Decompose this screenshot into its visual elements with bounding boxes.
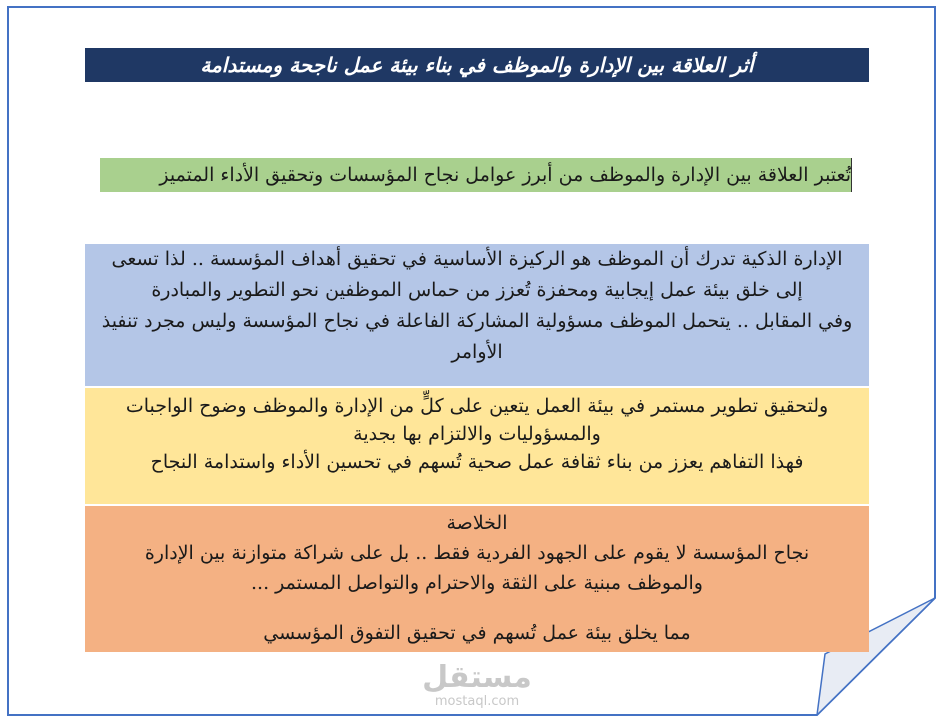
spacer xyxy=(93,598,861,618)
text-line: الأوامر xyxy=(451,341,503,363)
text-line: فهذا التفاهم يعزز من بناء ثقافة عمل صحية تُسهم في تحسين الأداء واستدامة النجاح xyxy=(150,451,804,473)
text-line: والموظف مبنية على الثقة والاحترام والتواصل المستمر ... xyxy=(251,572,703,594)
conclusion-section xyxy=(85,506,869,652)
mostaql-watermark xyxy=(412,656,542,716)
continuous-development-section xyxy=(85,388,869,504)
conclusion-heading: الخلاصة xyxy=(446,512,508,534)
intro-statement xyxy=(100,158,852,192)
text-line: الإدارة الذكية تدرك أن الموظف هو الركيزة الأساسية في تحقيق أهداف المؤسسة .. لذا تسعى xyxy=(111,248,843,270)
document-title-text: أثر العلاقة بين الإدارة والموظف في بناء بيئة عمل ناجحة ومستدامة xyxy=(200,53,754,77)
text-line: والمسؤوليات والالتزام بها بجدية xyxy=(353,423,601,445)
watermark-logo-text: مستقل xyxy=(422,660,532,695)
document-title xyxy=(85,48,869,82)
text-line: إلى خلق بيئة عمل إيجابية ومحفزة تُعزز من حماس الموظفين نحو التطوير والمبادرة xyxy=(151,279,803,301)
management-role-section xyxy=(85,244,869,386)
text-line: وفي المقابل .. يتحمل الموظف مسؤولية المشاركة الفاعلة في نجاح المؤسسة وليس مجرد تنفيذ xyxy=(101,310,853,332)
text-line: ولتحقيق تطوير مستمر في بيئة العمل يتعين على كلٍّ من الإدارة والموظف وضوح الواجبات xyxy=(125,395,829,417)
intro-statement-text: تُعتبر العلاقة بين الإدارة والموظف من أبرز عوامل نجاح المؤسسات وتحقيق الأداء المتميز xyxy=(159,164,851,186)
text-line: نجاح المؤسسة لا يقوم على الجهود الفردية فقط .. بل على شراكة متوازنة بين الإدارة xyxy=(144,542,810,564)
conclusion-closing: مما يخلق بيئة عمل تُسهم في تحقيق التفوق المؤسسي xyxy=(263,622,691,644)
watermark-url: mostaql.com xyxy=(434,694,520,709)
